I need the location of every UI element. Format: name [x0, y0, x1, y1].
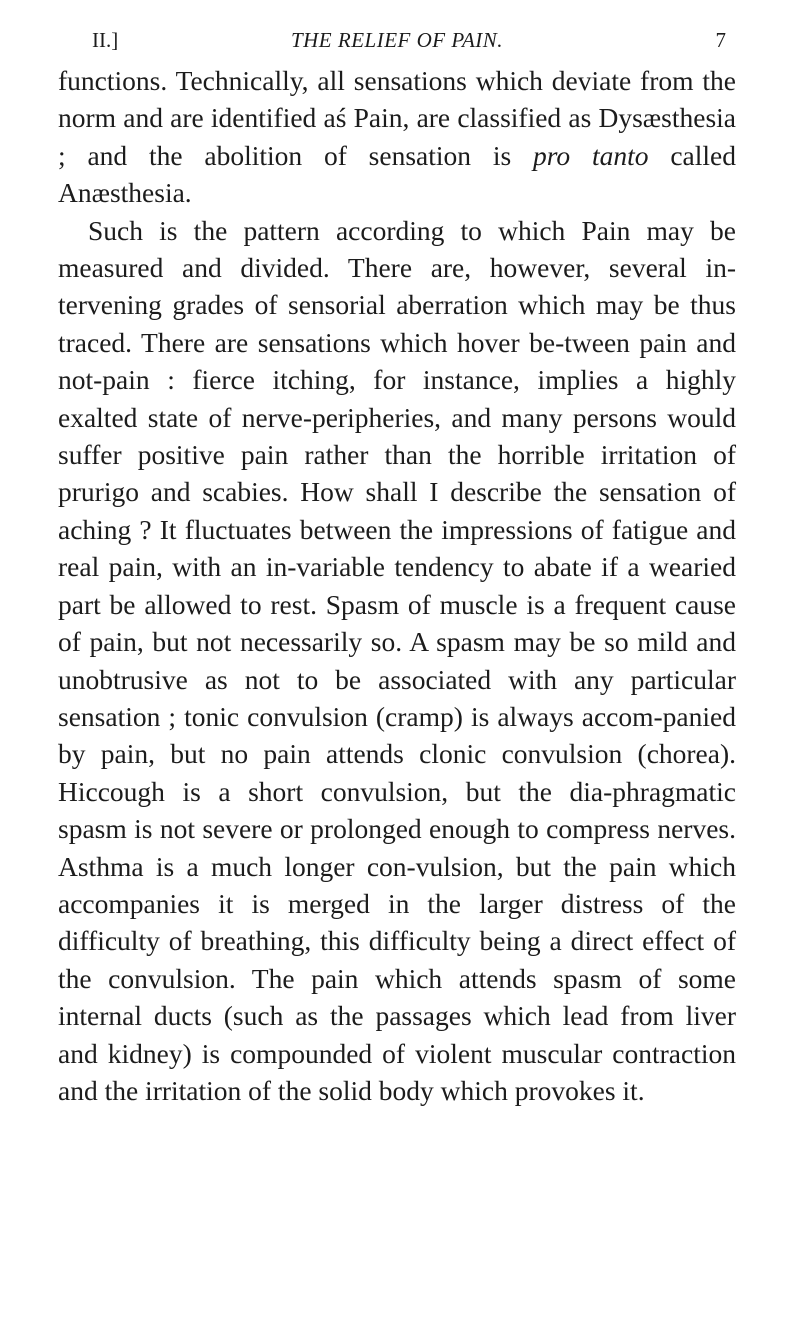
paragraph-1-text-before: functions. Technically, all sensations which deviate from the norm and are identified aś Pain, are classified as Dysæsthesia ; and the abolition of sensation is [58, 65, 736, 171]
paragraph-continued [58, 62, 736, 212]
running-title: THE RELIEF OF PAIN. [290, 28, 504, 52]
running-head [58, 20, 736, 54]
page-number: 7 [715, 28, 726, 52]
chapter-marker: II.] [92, 28, 119, 52]
paragraph-2: Such is the pattern according to which Pain may be measured and divided. There are, however, several in-tervening grades of sensorial aberration which may be thus traced. There are sensations which hover be-tween pain and not-pain : fierce itching, for instance, implies a highly exalted state of nerve-peripheries, and many persons would suffer positive pain rather than the horrible irritation of prurigo and scabies. How shall I describe the sensation of aching ? It fluctuates between the impressions of fatigue and real pain, with an in-variable tendency to abate if a wearied part be allowed to rest. Spasm of muscle is a frequent cause of pain, but not necessarily so. A spasm may be so mild and unobtrusive as not to be associated with any particular sensation ; tonic convulsion (cramp) is always accom-panied by pain, but no pain attends clonic convulsion (chorea). Hiccough is a short convulsion, but the dia-phragmatic spasm is not severe or prolonged enough to compress nerves. Asthma is a much longer con-vulsion, but the pain which accompanies it is merged in the larger distress of the difficulty of breathing, this difficulty being a direct effect of the convulsion. The pain which attends spasm of some internal ducts (such as the passages which lead from liver and kidney) is compounded of violent muscular contraction and the irritation of the solid body which provokes it. [58, 214, 736, 1106]
italic-phrase: pro tanto [533, 139, 649, 171]
body-text [58, 62, 736, 1109]
paragraph-1-text-after: called Anæsthesia. [58, 139, 736, 209]
